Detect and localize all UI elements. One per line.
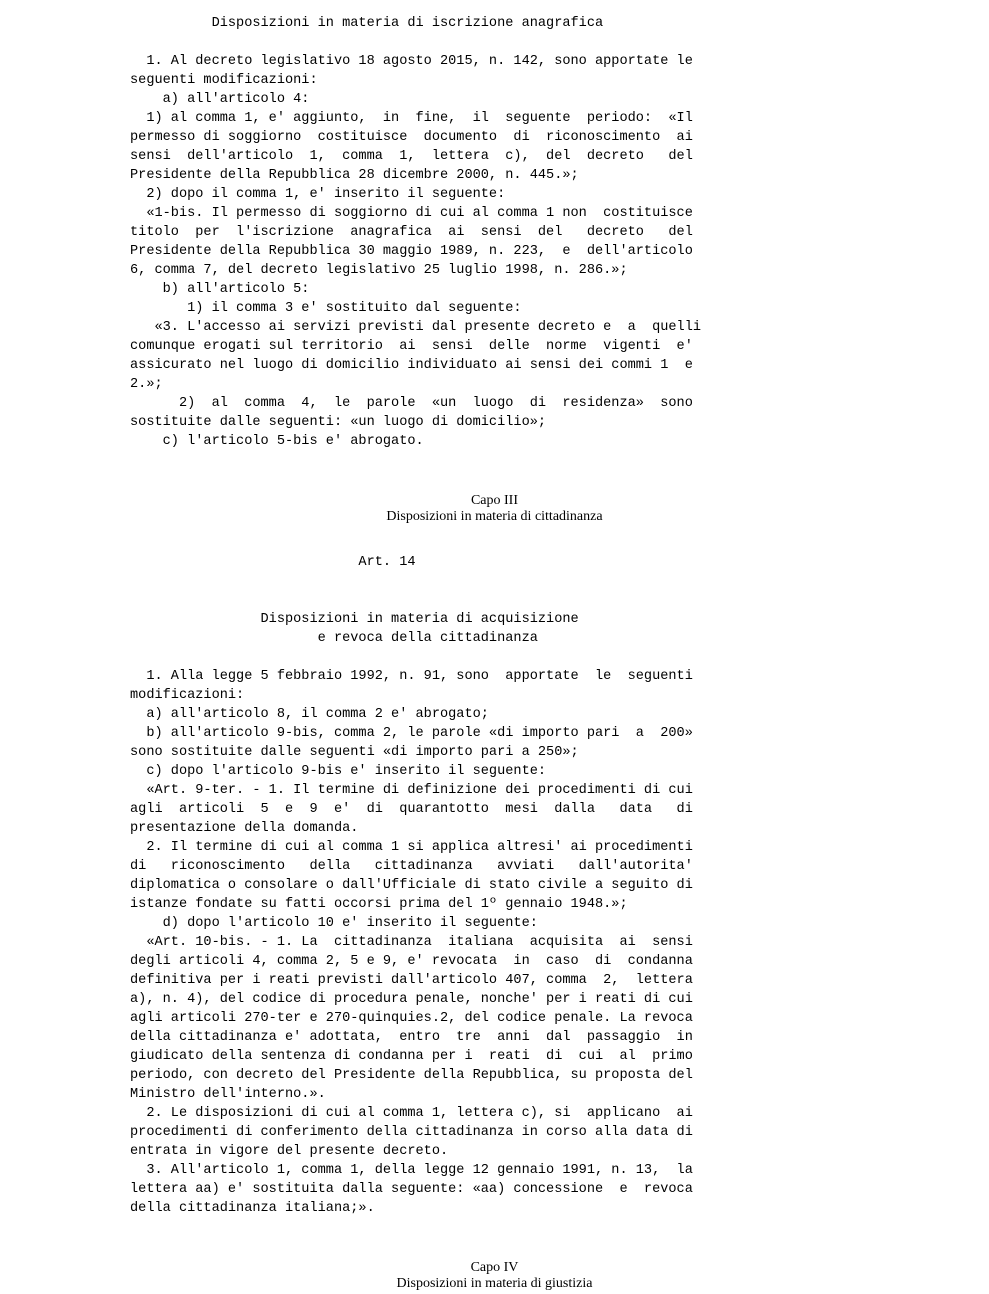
capo-iii-subtitle: Disposizioni in materia di cittadinanza [386, 509, 603, 524]
capo-iv-label: Capo IV [470, 1260, 519, 1275]
capo-iii-label: Capo III [470, 493, 519, 508]
article-14-heading: Art. 14 [130, 555, 416, 570]
section-title-iscrizione-anagrafica: Disposizioni in materia di iscrizione anagrafica [130, 16, 604, 31]
capo-iii-heading [0, 493, 989, 525]
capo-iv-heading [0, 1260, 989, 1292]
article-14-body: 1. Alla legge 5 febbraio 1992, n. 91, sono apportate le seguenti modificazioni: a) all'articolo 8, il comma 2 e' abrogato; b) all'articolo 9-bis, comma 2, le parole «di importo pari a 200» sono sostituite dalle seguenti «di importo pari a 250»; c) dopo l'articolo 9-bis e' inserito il seguente: «Art. 9-ter. - 1. Il termine di definizione dei procedimenti di cui agli articoli 5 e 9 e' di quarantotto mesi dalla data di presentazione della domanda. 2. Il termine di cui al comma 1 si applica altresi' ai procedimenti di riconoscimento della cittadinanza avviati dall'autorita' diplomatica o consolare o dall'Ufficiale di stato civile a seguito di istanze fondate su fatti occorsi prima del 1º gennaio 1948.»; d) dopo l'articolo 10 e' inserito il seguente: «Art. 10-bis. - 1. La cittadinanza italiana acquisita ai sensi degli articoli 4, comma 2, 5 e 9, e' revocata in caso di condanna definitiva per i reati previsti dall'articolo 407, comma 2, lettera a), n. 4), del codice di procedura penale, nonche' per i reati di cui agli articoli 270-ter e 270-quinquies.2, del codice penale. La revoca della cittadinanza e' adottata, entro tre anni dal passaggio in giudicato della sentenza di condanna per i reati di cui al primo periodo, con decreto del Presidente della Repubblica, su proposta del Ministro dell'interno.». 2. Le disposizioni di cui al comma 1, lettera c), si applicano ai procedimenti di conferimento della cittadinanza in corso alla data di entrata in vigore del presente decreto. 3. All'articolo 1, comma 1, della legge 12 gennaio 1991, n. 13, la lettera aa) e' sostituita dalla seguente: «aa) concessione e revoca della cittadinanza italiana;». [130, 669, 693, 1216]
article-14-title: Disposizioni in materia di acquisizione e revoca della cittadinanza [260, 612, 579, 646]
section-body-iscrizione-anagrafica: 1. Al decreto legislativo 18 agosto 2015, n. 142, sono apportate le seguenti modificazioni: a) all'articolo 4: 1) al comma 1, e' aggiunto, in fine, il seguente periodo: «Il permesso di soggiorno costituisce documento di riconoscimento ai sensi dell'articolo 1, comma 1, lettera c), del decreto del Presidente della Repubblica 28 dicembre 2000, n. 445.»; 2) dopo il comma 1, e' inserito il seguente: «1-bis. Il permesso di soggiorno di cui al comma 1 non costituisce titolo per l'iscrizione anagrafica ai sensi del decreto del Presidente della Repubblica 30 maggio 1989, n. 223, e dell'articolo 6, comma 7, del decreto legislativo 25 luglio 1998, n. 286.»; b) all'articolo 5: 1) il comma 3 e' sostituito dal seguente: «3. L'accesso ai servizi previsti dal presente decreto e a quelli comunque erogati sul territorio ai sensi delle norme vigenti e' assicurato nel luogo di domicilio individuato ai sensi dei commi 1 e 2.»; 2) al comma 4, le parole «un luogo di residenza» sono sostituite dalle seguenti: «un luogo di domicilio»; c) l'articolo 5-bis e' abrogato. [130, 54, 702, 449]
capo-iv-subtitle: Disposizioni in materia di giustizia [396, 1276, 593, 1291]
